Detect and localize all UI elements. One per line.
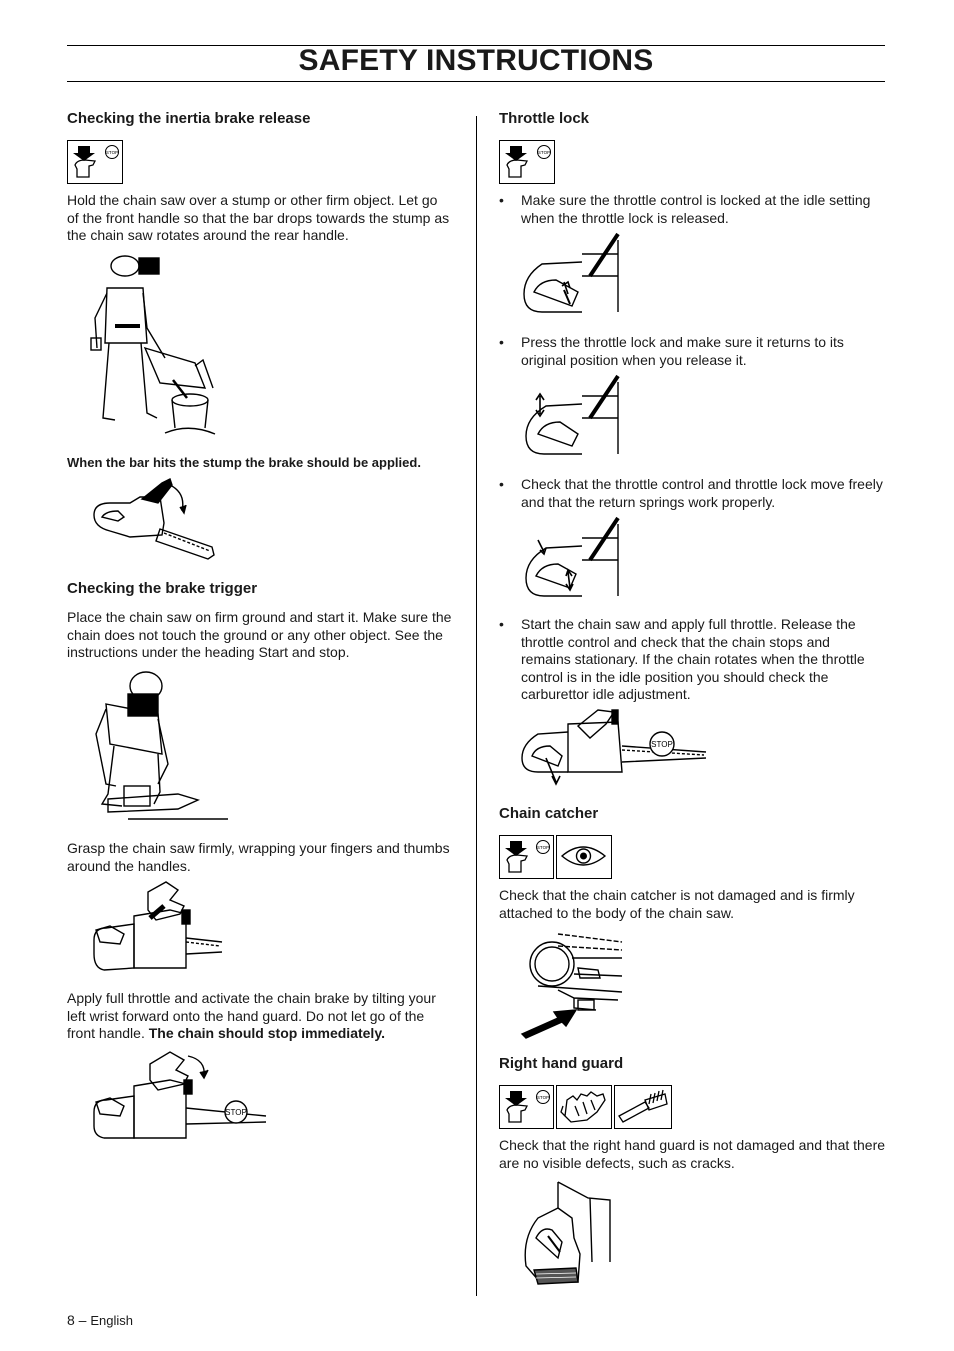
bullet-dot: • [499, 476, 504, 492]
bullet-line: and that the return springs work properly. [521, 493, 776, 510]
page-footer [67, 1312, 133, 1328]
text-line: instructions under the heading Start and stop. [67, 644, 350, 660]
eye-inspect-icon [556, 835, 612, 879]
text-line: of the front handle so that the bar drops towards the stump as [67, 209, 450, 226]
text-line: Hold the chain saw over a stump or other firm object. Let go [67, 192, 438, 208]
bullet-item [499, 192, 883, 227]
page-number: 8 – [67, 1312, 91, 1328]
bullet-item [499, 476, 883, 511]
bullet-item [499, 616, 883, 704]
illustration-hand-guard-stop [90, 1046, 270, 1142]
svg-text:STOP: STOP [651, 740, 673, 749]
bullet-item [499, 334, 883, 369]
svg-text:STOP: STOP [537, 150, 551, 155]
illustration-hands-on-handles [90, 880, 226, 974]
svg-text:STOP: STOP [536, 845, 550, 850]
title-rule [67, 81, 885, 82]
text-run: front handle. [67, 1025, 149, 1041]
text-line: the chain saw rotates around the rear handle. [67, 227, 349, 243]
bullet-line: control is in the idle position you should check the [521, 668, 829, 685]
illustration-throttle-lock-press [518, 374, 622, 458]
brush-icon [614, 1085, 672, 1129]
stop-maintenance-icon [67, 140, 123, 184]
text-line: are no visible defects, such as cracks. [499, 1154, 735, 1171]
text-line: Check that the right hand guard is not damaged and that there [499, 1137, 886, 1153]
text-line: Grasp the chain saw firmly, wrapping your fingers and thumbs [67, 840, 450, 856]
text-line: attached to the body of the chain saw. [499, 904, 735, 921]
text-line: Check that the chain catcher is not damaged and is firmly [499, 887, 855, 903]
stop-maintenance-icon [499, 140, 555, 184]
bullet-dot: • [499, 192, 504, 208]
glove-icon [556, 1085, 612, 1129]
svg-text:STOP: STOP [536, 1095, 550, 1100]
bullet-line: original position when you release it. [521, 351, 747, 368]
bullet-line: Make sure the throttle control is locked at the idle setting [521, 192, 871, 208]
footer-language: English [90, 1313, 133, 1328]
illustration-chain-stops [518, 706, 710, 786]
text-run-bold: The chain should stop immediately. [148, 1025, 385, 1041]
text-line: around the handles. [67, 857, 191, 874]
bullet-line: carburettor idle adjustment. [521, 686, 691, 702]
svg-text:STOP: STOP [225, 1108, 247, 1117]
heading-throttle-lock: Throttle lock [499, 110, 590, 127]
bullet-dot: • [499, 616, 504, 632]
illustration-throttle-return-springs [518, 516, 622, 600]
bullet-dot: • [499, 334, 504, 350]
illustration-saw-brake-applied [90, 475, 220, 563]
svg-text:STOP: STOP [105, 150, 119, 155]
illustration-operator-over-stump [85, 248, 255, 440]
bold-note: When the bar hits the stump the brake should be applied. [67, 455, 421, 470]
illustration-operator-starting-saw [88, 664, 230, 824]
bullet-line: throttle control and check that the chain stops and [521, 633, 830, 650]
heading-inertia-brake-release: Checking the inertia brake release [67, 110, 311, 127]
page-title: SAFETY INSTRUCTIONS [298, 44, 654, 77]
text-line: chain does not touch the ground or any other object. See the [67, 626, 443, 643]
text-line [67, 1025, 385, 1043]
heading-chain-catcher: Chain catcher [499, 805, 599, 822]
text-line: Place the chain saw on firm ground and start it. Make sure the [67, 609, 452, 625]
column-divider [476, 116, 477, 1296]
bullet-line: Start the chain saw and apply full throttle. Release the [521, 616, 856, 632]
stop-maintenance-icon [499, 835, 554, 879]
text-line: Apply full throttle and activate the chain brake by tilting your [67, 990, 436, 1006]
heading-right-hand-guard: Right hand guard [499, 1055, 624, 1072]
bullet-line: remains stationary. If the chain rotates when the throttle [521, 651, 865, 667]
bullet-line: when the throttle lock is released. [521, 209, 729, 226]
text-line: left wrist forward onto the hand guard. Do not let go of the [67, 1007, 425, 1024]
bullet-line: Check that the throttle control and throttle lock move freely [521, 476, 883, 492]
stop-maintenance-icon [499, 1085, 554, 1129]
heading-brake-trigger: Checking the brake trigger [67, 580, 258, 597]
illustration-right-hand-guard [518, 1178, 614, 1286]
illustration-chain-catcher [518, 928, 624, 1040]
bullet-line: Press the throttle lock and make sure it returns to its [521, 334, 844, 350]
illustration-throttle-idle [518, 232, 622, 316]
